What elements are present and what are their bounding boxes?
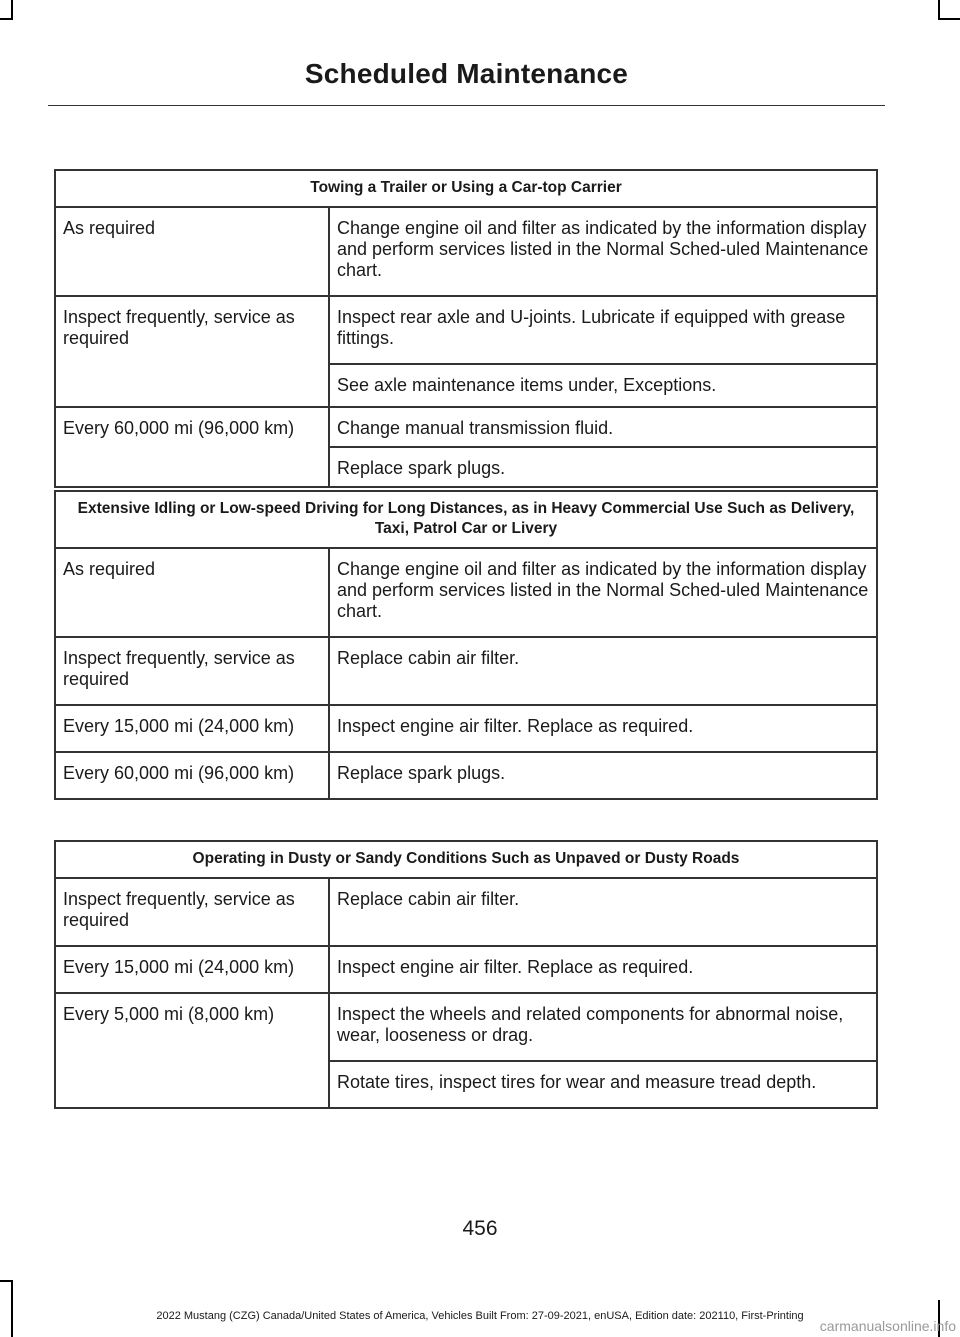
interval-cell: Every 15,000 mi (24,000 km) (55, 946, 329, 993)
action-cell: Inspect engine air filter. Replace as required. (329, 705, 877, 752)
page-title: Scheduled Maintenance (304, 58, 629, 89)
crop-mark (938, 18, 960, 20)
action-cell: Replace spark plugs. (329, 752, 877, 799)
interval-cell: As required (55, 548, 329, 637)
header-divider (48, 105, 885, 106)
table-row (55, 993, 877, 1061)
interval-cell: Every 60,000 mi (96,000 km) (55, 752, 329, 799)
crop-mark (0, 18, 13, 20)
table-title: Towing a Trailer or Using a Car-top Carrier (55, 170, 877, 207)
action-cell: Rotate tires, inspect tires for wear and measure tread depth. (329, 1061, 877, 1108)
table-row (55, 548, 877, 637)
crop-mark (0, 1280, 13, 1282)
interval-cell: As required (55, 207, 329, 296)
table-row (55, 207, 877, 296)
action-cell: Change engine oil and filter as indicated by the information display and perform services listed in the Normal Sched-uled Maintenance chart. (329, 548, 877, 637)
interval-cell: Every 5,000 mi (8,000 km) (55, 993, 329, 1108)
crop-mark (11, 1280, 13, 1337)
table-row (55, 296, 877, 364)
table-title: Operating in Dusty or Sandy Conditions Such as Unpaved or Dusty Roads (55, 841, 877, 878)
action-cell: Change engine oil and filter as indicated by the information display and perform services listed in the Normal Sched-uled Maintenance chart. (329, 207, 877, 296)
table-row (55, 637, 877, 705)
action-cell: See axle maintenance items under, Exceptions. (329, 364, 877, 407)
footer-edition-note: 2022 Mustang (CZG) Canada/United States of America, Vehicles Built From: 27-09-2021, enUSA, Edition date: 202110, First-Printing (156, 1310, 804, 1322)
action-cell: Replace cabin air filter. (329, 637, 877, 705)
table-row (55, 878, 877, 946)
table-row (55, 946, 877, 993)
table-title: Extensive Idling or Low-speed Driving for Long Distances, as in Heavy Commercial Use Such as Delivery, Taxi, Patrol Car or Livery (55, 491, 877, 548)
interval-cell: Inspect frequently, service as required (55, 296, 329, 407)
action-cell: Replace spark plugs. (329, 447, 877, 487)
crop-mark (938, 0, 940, 20)
action-cell: Inspect rear axle and U-joints. Lubricate if equipped with grease fittings. (329, 296, 877, 364)
crop-mark (11, 0, 13, 20)
table-row (55, 705, 877, 752)
interval-cell: Inspect frequently, service as required (55, 637, 329, 705)
extensive-idling-table (54, 490, 878, 800)
action-cell: Inspect engine air filter. Replace as required. (329, 946, 877, 993)
dusty-conditions-table (54, 840, 878, 1109)
table-row (55, 752, 877, 799)
action-cell: Inspect the wheels and related components for abnormal noise, wear, looseness or drag. (329, 993, 877, 1061)
table-row (55, 407, 877, 447)
towing-trailer-table (54, 169, 878, 488)
interval-cell: Every 60,000 mi (96,000 km) (55, 407, 329, 487)
page-number: 456 (462, 1217, 498, 1240)
interval-cell: Every 15,000 mi (24,000 km) (55, 705, 329, 752)
action-cell: Change manual transmission fluid. (329, 407, 877, 447)
interval-cell: Inspect frequently, service as required (55, 878, 329, 946)
watermark: carmanualsonline.info (819, 1318, 956, 1334)
action-cell: Replace cabin air filter. (329, 878, 877, 946)
